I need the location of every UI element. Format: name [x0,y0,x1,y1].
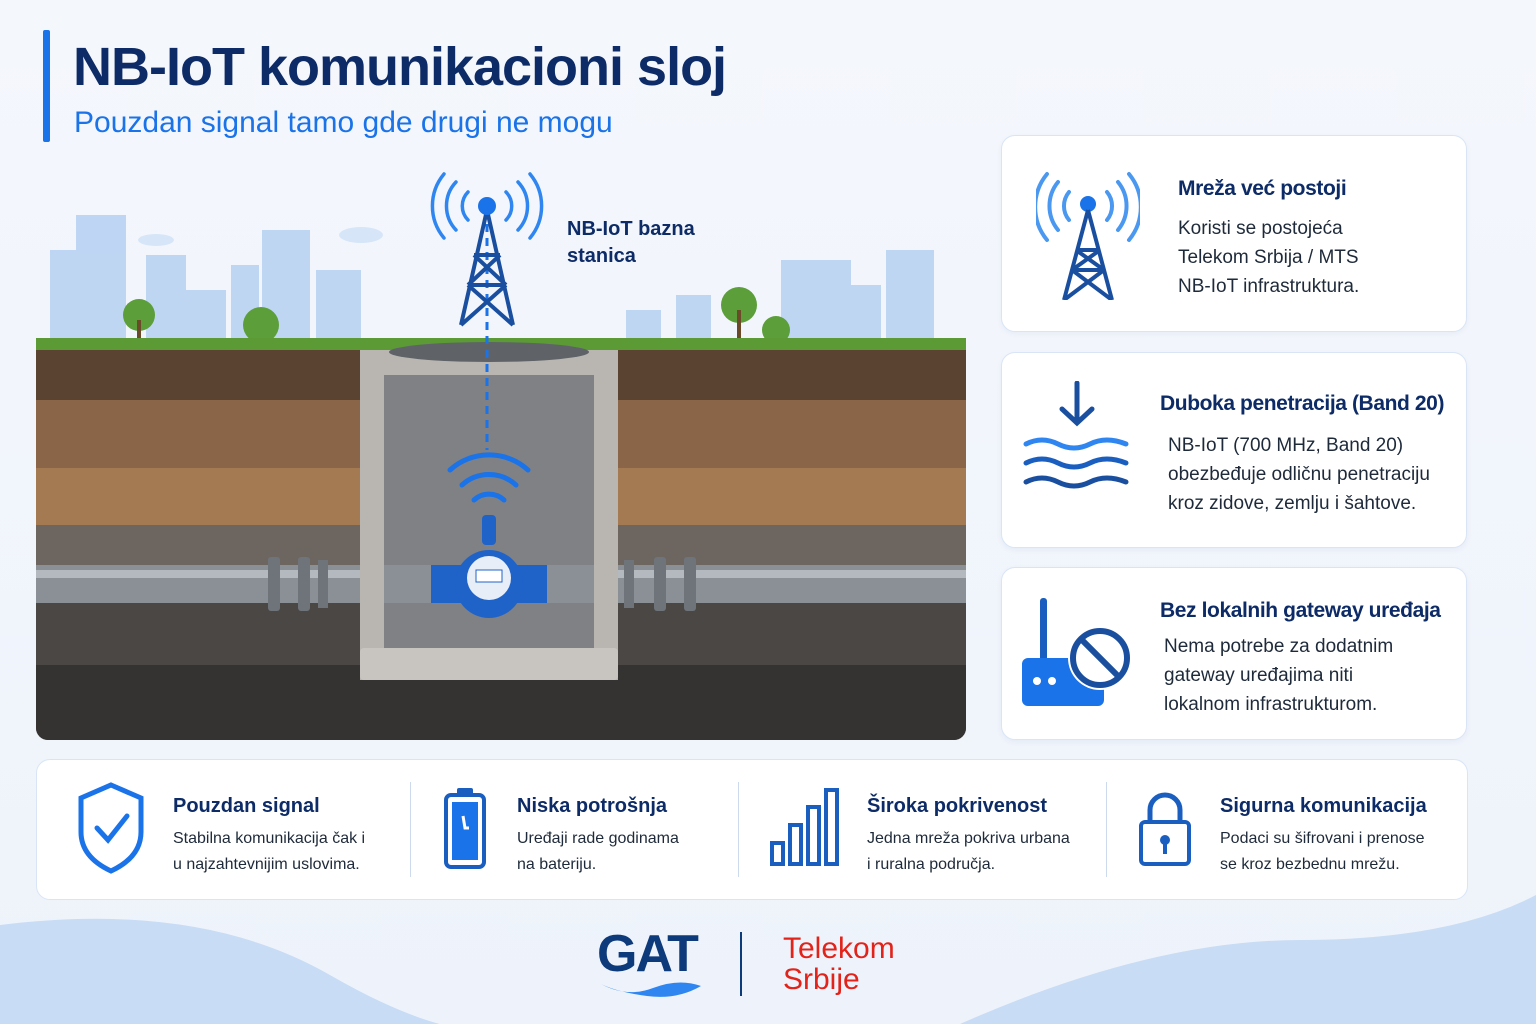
clouds [138,227,383,246]
background-wave [0,880,1536,1024]
card-deep-penetration [1001,352,1467,548]
card-description: NB-IoT (700 MHz, Band 20) obezbeđuje odličnu penetraciju kroz zidove, zemlju i šahtove. [1168,435,1430,514]
gat-logo [597,925,703,1003]
signal-bars-icon [769,788,844,868]
title-accent-bar [43,30,50,142]
penetration-waves-icon [1022,381,1132,496]
logo-divider [740,932,742,996]
tower-antenna [478,197,496,215]
shield-check-icon [77,782,145,874]
card-title: Mreža već postoji [1178,177,1347,200]
base-station-label [567,216,695,270]
page-subtitle: Pouzdan signal tamo gde drugi ne mogu [74,106,613,139]
feature-description: Podaci su šifrovani i prenose se kroz bezbednu mrežu. [1220,830,1425,873]
card-title: Duboka penetracija (Band 20) [1160,392,1445,415]
gat-logo-text: GAT [597,925,697,983]
underground-scene-illustration [36,160,966,740]
feature-title: Pouzdan signal [173,795,320,817]
card-description: Koristi se postojeća Telekom Srbija / MTS NB-IoT infrastruktura. [1178,218,1360,297]
telekom-srbije-logo [783,933,895,995]
base-station-label-line: NB-IoT bazna [567,218,695,240]
base-station-label-line: stanica [567,245,636,267]
feature-title: Široka pokrivenost [867,795,1048,817]
battery-icon [443,786,487,870]
manhole-shaft [360,342,618,680]
gat-logo-wave [597,980,703,998]
feature-description: Stabilna komunikacija čak i u najzahtevnijim uslovima. [173,830,366,873]
feature-description: Uređaji rade godinama na bateriju. [517,830,679,873]
features-bar [36,759,1468,900]
telekom-logo-line: Srbije [783,963,860,996]
feature-description: Jedna mreža pokriva urbana i ruralna područja. [867,830,1070,873]
card-network-exists [1001,135,1467,332]
card-no-gateway [1001,567,1467,740]
card-title: Bez lokalnih gateway uređaja [1160,599,1441,622]
feature-title: Sigurna komunikacija [1220,795,1427,817]
cell-tower-icon [1036,170,1140,300]
page-title: NB-IoT komunikacioni sloj [73,37,727,97]
card-description: Nema potrebe za dodatnim gateway uređajima niti lokalnom infrastrukturom. [1164,636,1394,715]
no-gateway-icon [1020,596,1135,711]
padlock-icon [1137,790,1193,868]
telekom-logo-line: Telekom [783,932,895,965]
feature-title: Niska potrošnja [517,795,668,817]
